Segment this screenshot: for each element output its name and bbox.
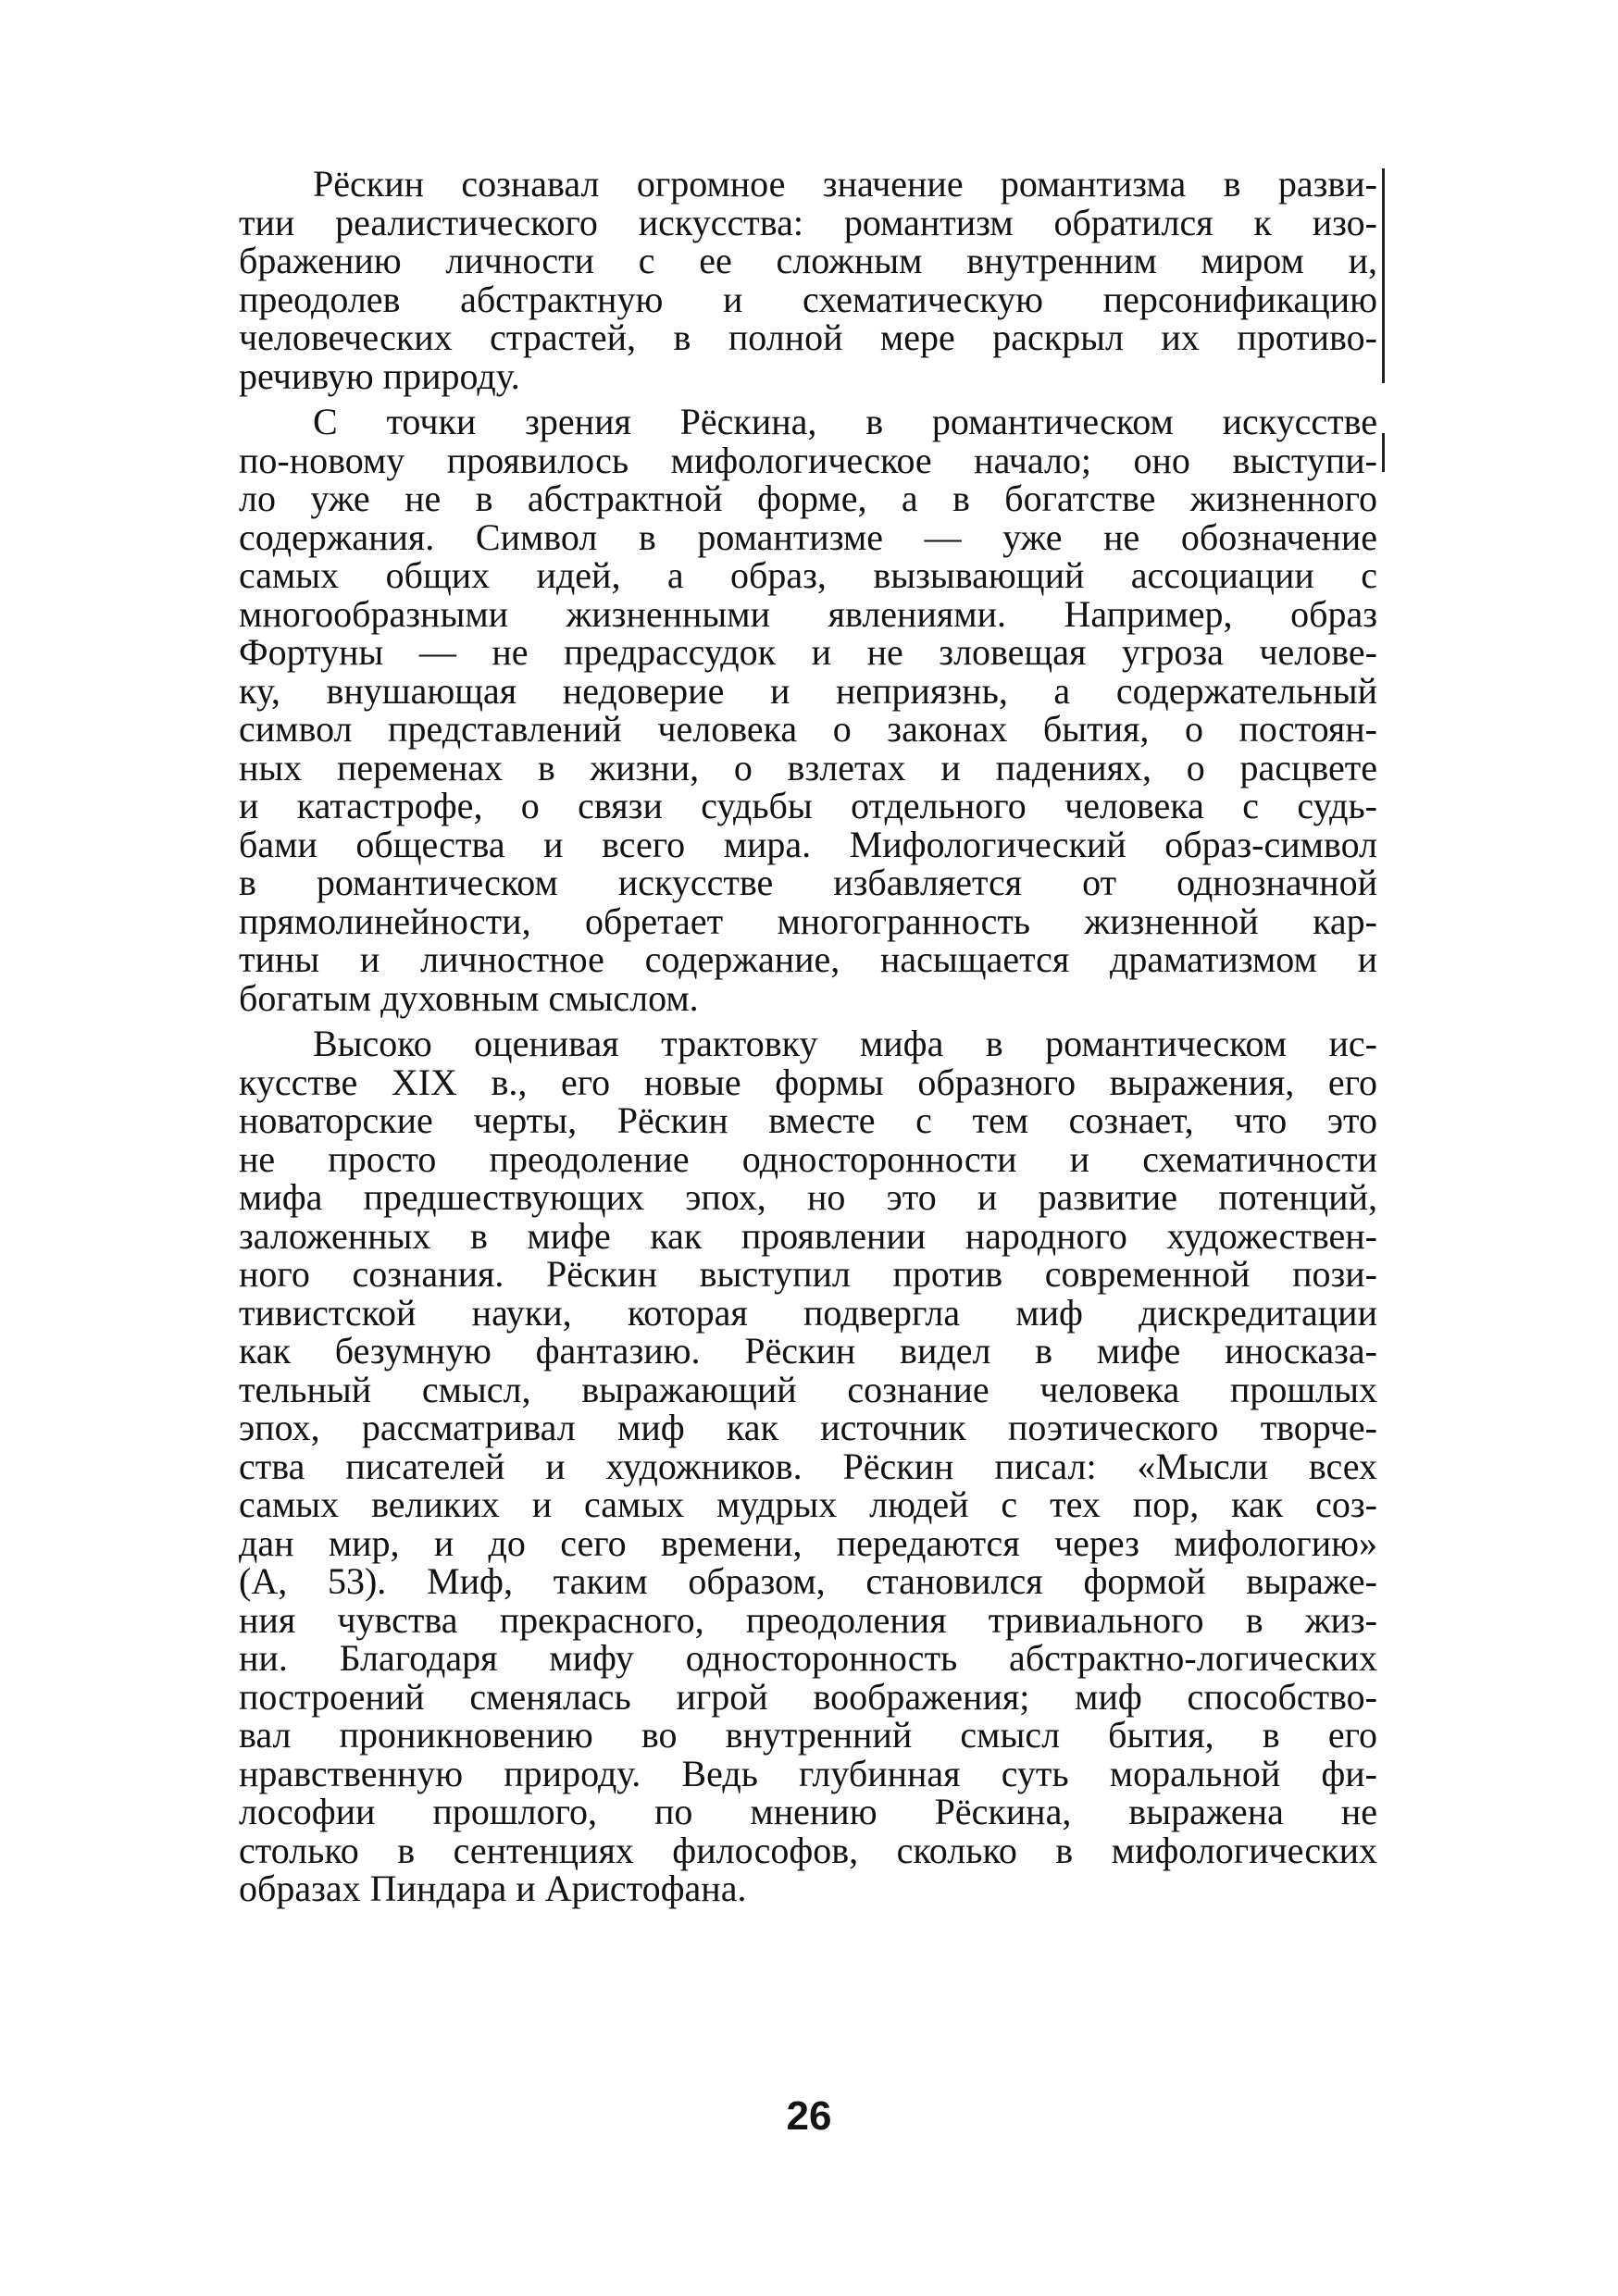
text-line: ных переменах в жизни, о взлетах и падениях, о расцвете: [239, 746, 1377, 788]
text-line: тельный смысл, выражающий сознание человека прошлых: [239, 1368, 1377, 1410]
paragraph: [239, 403, 1377, 1017]
text-line: бражению личности с ее сложным внутренним миром и,: [239, 240, 1377, 281]
text-line: прямолинейности, обретает многогранность жизненной кар-: [239, 900, 1377, 942]
text-line: самых великих и самых мудрых людей с тех пор, как соз-: [239, 1483, 1377, 1525]
paragraph: [239, 1024, 1377, 1908]
text-line: ния чувства прекрасного, преодоления тривиального в жиз-: [239, 1598, 1377, 1641]
text-line: не просто преодоление односторонности и схематичности: [239, 1137, 1377, 1180]
text-line: лософии прошлого, по мнению Рёскина, выражена не: [239, 1791, 1377, 1832]
text-line: и катастрофе, о связи судьбы отдельного человека с судь-: [239, 785, 1377, 826]
text-line: в романтическом искусстве избавляется от однозначной: [239, 862, 1377, 903]
text-line: тины и личностное содержание, насыщается драматизмом и: [239, 938, 1377, 980]
text-line: кусстве XIX в., его новые формы образного выражения, его: [239, 1061, 1377, 1103]
text-line: символ представлений человека о законах бытия, о постоян-: [239, 708, 1377, 750]
body-text: [239, 165, 1377, 1916]
text-line: построений сменялась игрой воображения; миф способство-: [239, 1675, 1377, 1718]
text-line: речивую природу.: [239, 354, 520, 397]
text-line: нравственную природу. Ведь глубинная суть моральной фи-: [239, 1752, 1377, 1794]
text-line: самых общих идей, а образ, вызывающий ассоциации с: [239, 554, 1377, 596]
text-line: вал проникновению во внутренний смысл бытия, в его: [239, 1714, 1377, 1756]
text-line: человеческих страстей, в полной мере раскрыл их противо-: [239, 316, 1377, 358]
text-line: бами общества и всего мира. Мифологический образ-символ: [239, 823, 1377, 865]
text-line: содержания. Символ в романтизме — уже не обозначение: [239, 515, 1377, 558]
text-line: дан мир, и до сего времени, передаются через мифологию»: [239, 1521, 1377, 1564]
text-line: образах Пиндара и Аристофана.: [239, 1868, 747, 1909]
text-line: тии реалистического искусства: романтизм обратился к изо-: [239, 201, 1377, 243]
text-line: С точки зрения Рёскина, в романтическом искусстве: [313, 401, 1377, 442]
text-line: ни. Благодаря мифу односторонность абстрактно-логических: [239, 1637, 1377, 1679]
text-line: (А, 53). Миф, таким образом, становился формой выраже-: [239, 1560, 1377, 1602]
text-line: преодолев абстрактную и схематическую персонификацию: [239, 278, 1377, 320]
margin-rule: [1382, 433, 1385, 472]
text-line: тивистской науки, которая подвергла миф дискредитации: [239, 1291, 1377, 1334]
text-line: как безумную фантазию. Рёскин видел в мифе иносказа-: [239, 1330, 1377, 1371]
text-line: многообразными жизненными явлениями. Например, образ: [239, 592, 1377, 635]
text-line: новаторские черты, Рёскин вместе с тем сознает, что это: [239, 1099, 1377, 1141]
text-line: ку, внушающая недоверие и неприязнь, а содержательный: [239, 669, 1377, 712]
text-line: ного сознания. Рёскин выступил против современной пози-: [239, 1253, 1377, 1295]
text-line: Фортуны — не предрассудок и не зловещая угроза челове-: [239, 631, 1377, 673]
text-line: мифа предшествующих эпох, но это и развитие потенций,: [239, 1176, 1377, 1218]
paragraph: [239, 165, 1377, 395]
text-line: заложенных в мифе как проявлении народного художествен-: [239, 1214, 1377, 1257]
page-number: 26: [786, 2093, 832, 2139]
text-line: по-новому проявилось мифологическое начало; оно выступи-: [239, 439, 1377, 481]
text-line: Рёскин сознавал огромное значение романтизма в разви-: [313, 163, 1377, 205]
text-line: эпох, рассматривал миф как источник поэтического творче-: [239, 1407, 1377, 1448]
text-line: ства писателей и художников. Рёскин писал: «Мысли всех: [239, 1445, 1377, 1487]
text-line: Высоко оценивая трактовку мифа в романтическом ис-: [313, 1023, 1377, 1064]
text-line: ло уже не в абстрактной форме, а в богатстве жизненного: [239, 478, 1377, 519]
text-line: столько в сентенциях философов, сколько в мифологических: [239, 1829, 1377, 1871]
margin-rule: [1382, 168, 1385, 383]
text-line: богатым духовным смыслом.: [239, 976, 699, 1019]
